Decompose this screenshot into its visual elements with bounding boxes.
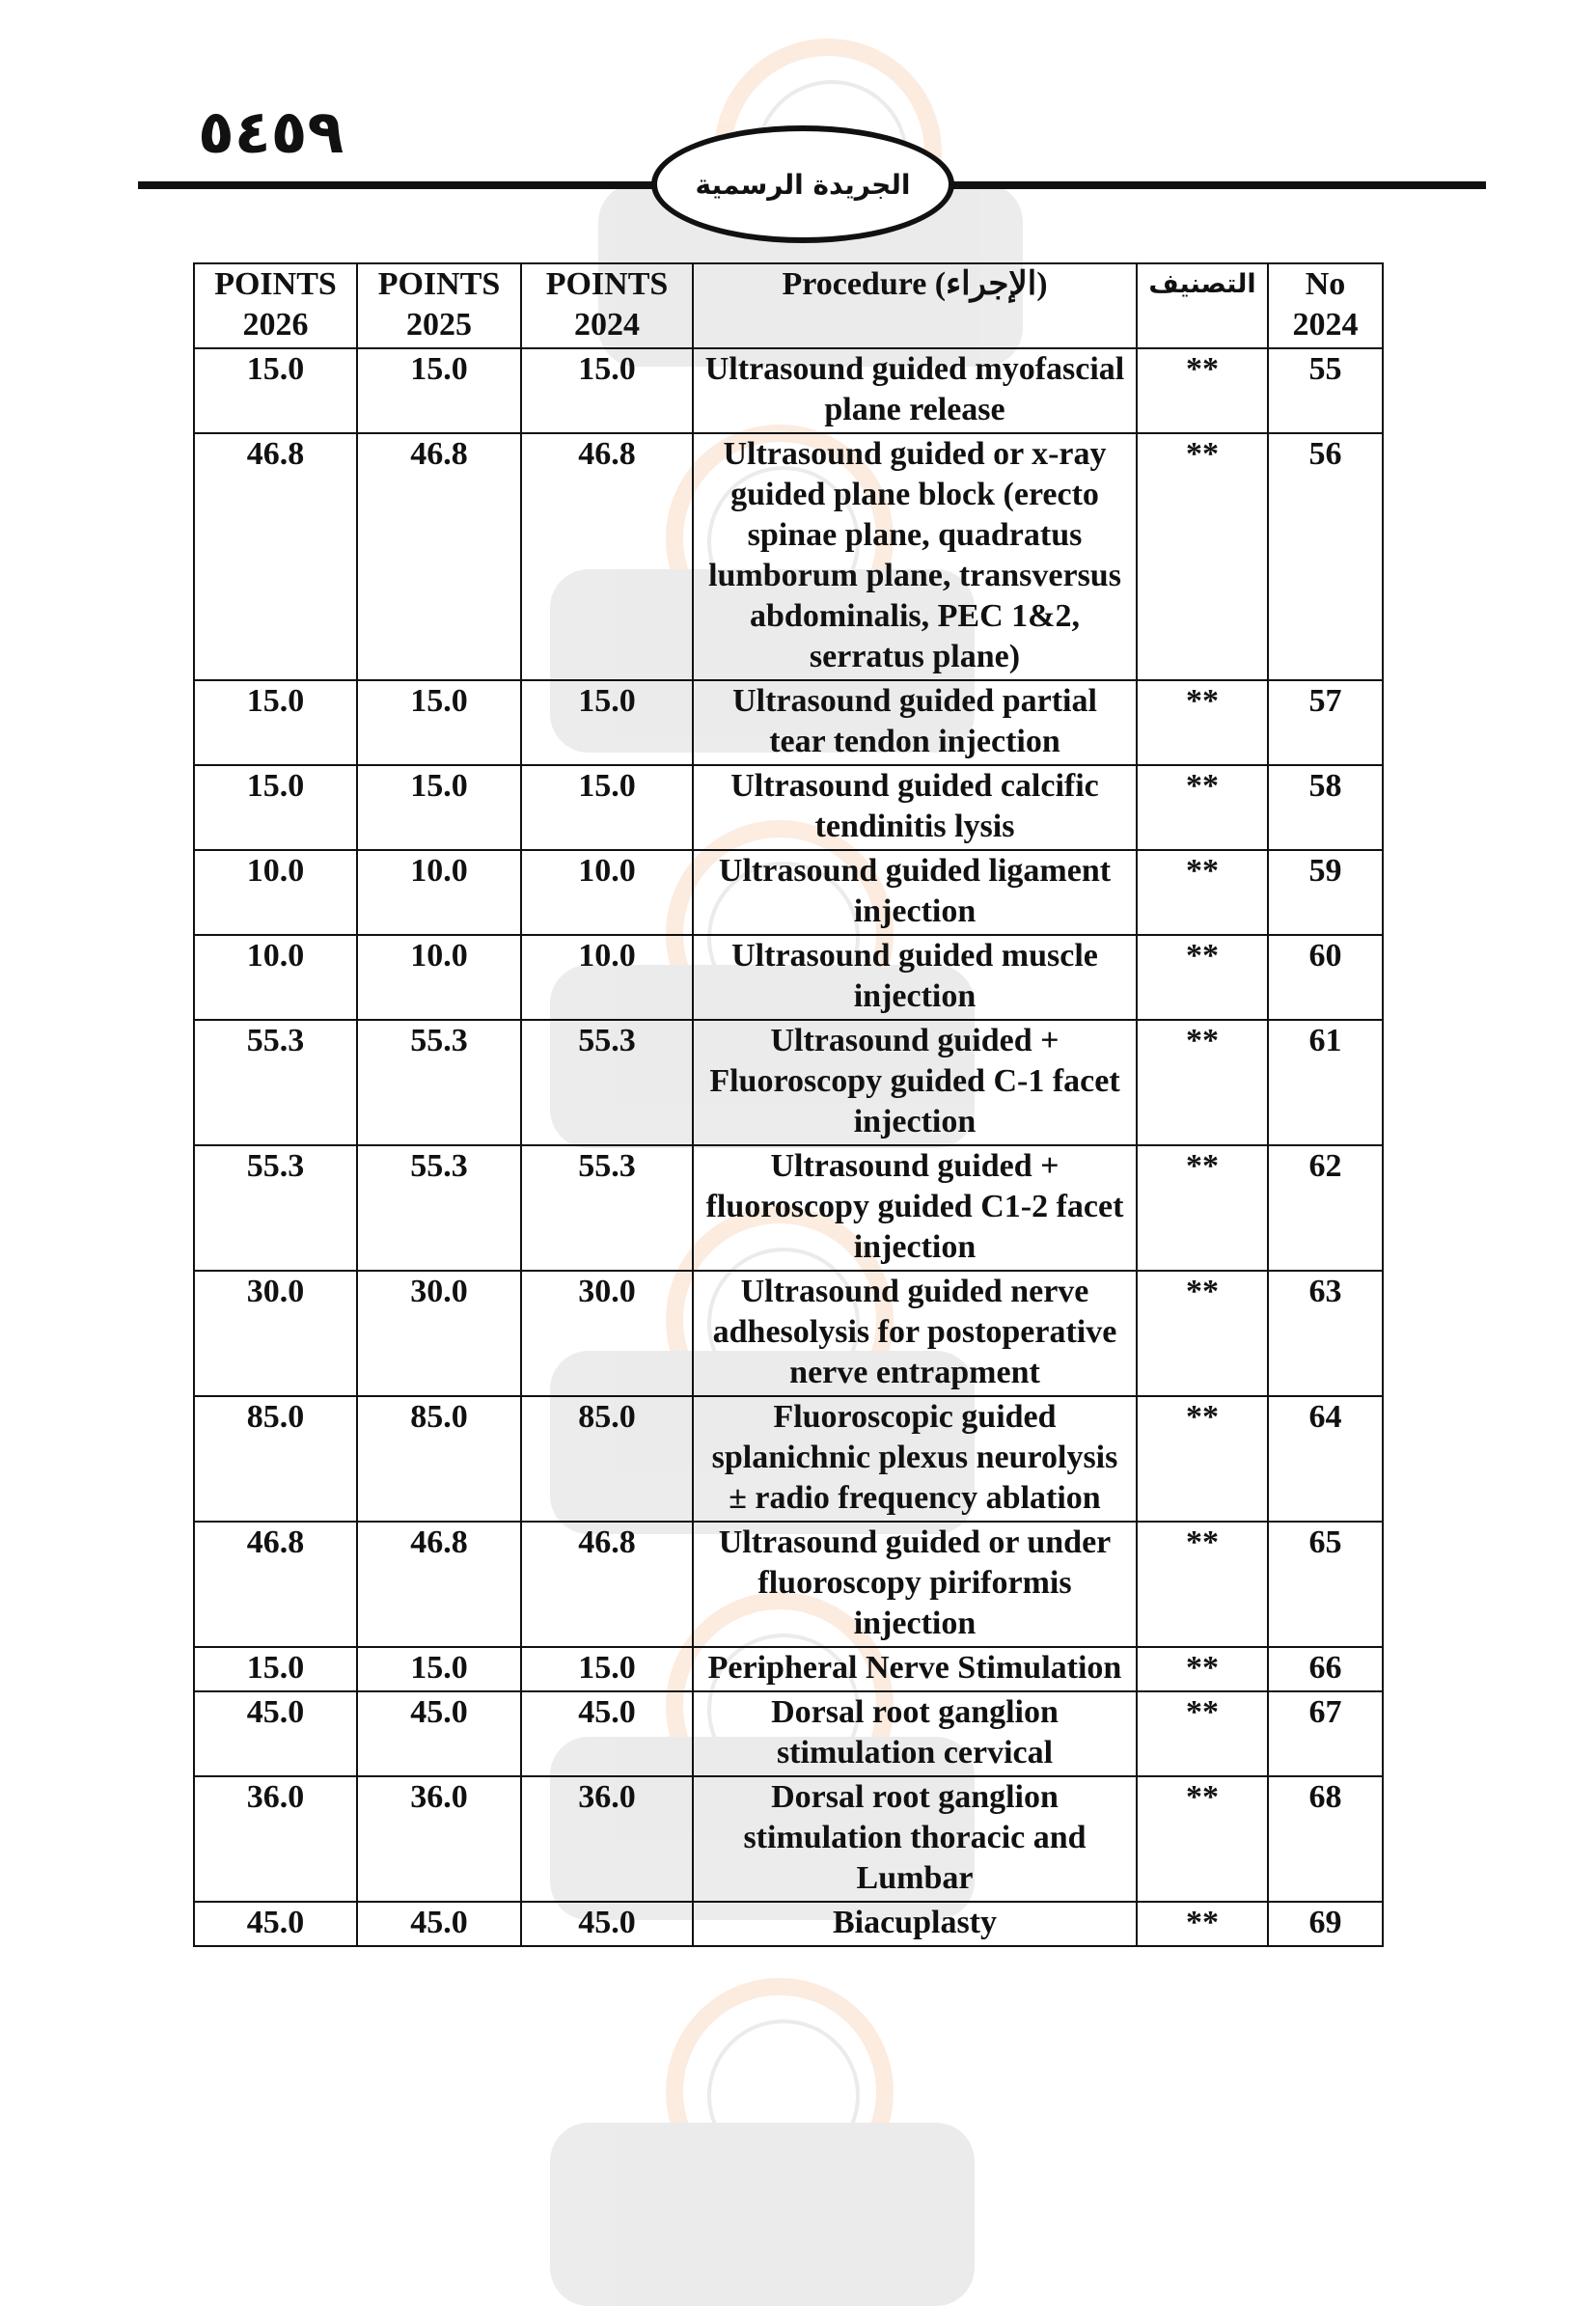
- points-2026-cell: 36.0: [194, 1776, 357, 1902]
- table-row: [194, 1522, 1383, 1647]
- number-cell: 69: [1268, 1902, 1383, 1946]
- points-2025-cell: 30.0: [357, 1271, 521, 1396]
- classification-cell: **: [1137, 1396, 1268, 1522]
- gazette-title: الجريدة الرسمية: [695, 168, 911, 201]
- points-2026-cell: 45.0: [194, 1691, 357, 1776]
- procedures-table: [193, 262, 1384, 1947]
- classification-cell: **: [1137, 850, 1268, 935]
- number-cell: 55: [1268, 348, 1383, 433]
- points-2024-cell: 46.8: [521, 1522, 693, 1647]
- points-2024-cell: 45.0: [521, 1902, 693, 1946]
- points-2024-cell: 15.0: [521, 680, 693, 765]
- gazette-title-oval: [651, 125, 954, 243]
- number-cell: 64: [1268, 1396, 1383, 1522]
- table-row: [194, 935, 1383, 1020]
- number-cell: 58: [1268, 765, 1383, 850]
- procedure-cell: Ultrasound guided nerve adhesolysis for postoperative nerve entrapment: [693, 1271, 1137, 1396]
- table-row: [194, 1691, 1383, 1776]
- points-2025-cell: 46.8: [357, 433, 521, 680]
- points-2026-cell: 15.0: [194, 348, 357, 433]
- table-row: [194, 850, 1383, 935]
- classification-cell: **: [1137, 1691, 1268, 1776]
- points-2025-cell: 45.0: [357, 1902, 521, 1946]
- points-2026-cell: 30.0: [194, 1271, 357, 1396]
- classification-cell: **: [1137, 1647, 1268, 1691]
- table-row: [194, 1776, 1383, 1902]
- points-2025-cell: 85.0: [357, 1396, 521, 1522]
- points-2026-cell: 15.0: [194, 765, 357, 850]
- table-row: [194, 1271, 1383, 1396]
- table-row: [194, 1396, 1383, 1522]
- number-cell: 63: [1268, 1271, 1383, 1396]
- points-2025-cell: 15.0: [357, 680, 521, 765]
- procedure-cell: Ultrasound guided myofascial plane release: [693, 348, 1137, 433]
- number-cell: 67: [1268, 1691, 1383, 1776]
- procedure-cell: Dorsal root ganglion stimulation thoracic and Lumbar: [693, 1776, 1137, 1902]
- points-2025-cell: 10.0: [357, 935, 521, 1020]
- table-row: [194, 765, 1383, 850]
- classification-cell: **: [1137, 1020, 1268, 1145]
- points-2026-cell: 45.0: [194, 1902, 357, 1946]
- classification-cell: **: [1137, 1522, 1268, 1647]
- procedure-cell: Ultrasound guided partial tear tendon injection: [693, 680, 1137, 765]
- procedure-cell: Ultrasound guided ligament injection: [693, 850, 1137, 935]
- points-2025-cell: 36.0: [357, 1776, 521, 1902]
- points-2024-cell: 30.0: [521, 1271, 693, 1396]
- procedure-cell: Fluoroscopic guided splanichnic plexus neurolysis ± radio frequency ablation: [693, 1396, 1137, 1522]
- procedure-cell: Ultrasound guided calcific tendinitis lysis: [693, 765, 1137, 850]
- header-points-2026: POINTS 2026: [194, 263, 357, 348]
- table-row: [194, 1145, 1383, 1271]
- classification-cell: **: [1137, 1902, 1268, 1946]
- number-cell: 60: [1268, 935, 1383, 1020]
- points-2024-cell: 55.3: [521, 1020, 693, 1145]
- points-2025-cell: 55.3: [357, 1145, 521, 1271]
- classification-cell: **: [1137, 348, 1268, 433]
- procedure-cell: Peripheral Nerve Stimulation: [693, 1647, 1137, 1691]
- classification-cell: **: [1137, 1271, 1268, 1396]
- points-2026-cell: 85.0: [194, 1396, 357, 1522]
- points-2025-cell: 45.0: [357, 1691, 521, 1776]
- points-2025-cell: 10.0: [357, 850, 521, 935]
- procedure-cell: Ultrasound guided muscle injection: [693, 935, 1137, 1020]
- table-row: [194, 1647, 1383, 1691]
- points-2026-cell: 55.3: [194, 1020, 357, 1145]
- points-2024-cell: 10.0: [521, 935, 693, 1020]
- points-2026-cell: 46.8: [194, 1522, 357, 1647]
- table-header-row: [194, 263, 1383, 348]
- header-points-2025: POINTS 2025: [357, 263, 521, 348]
- number-cell: 56: [1268, 433, 1383, 680]
- points-2024-cell: 10.0: [521, 850, 693, 935]
- points-2025-cell: 46.8: [357, 1522, 521, 1647]
- procedure-cell: Ultrasound guided or under fluoroscopy piriformis injection: [693, 1522, 1137, 1647]
- page-number: ٥٤٥٩: [198, 96, 344, 167]
- procedure-cell: Dorsal root ganglion stimulation cervical: [693, 1691, 1137, 1776]
- table-row: [194, 1902, 1383, 1946]
- points-2024-cell: 46.8: [521, 433, 693, 680]
- points-2025-cell: 15.0: [357, 348, 521, 433]
- classification-cell: **: [1137, 1145, 1268, 1271]
- points-2026-cell: 46.8: [194, 433, 357, 680]
- points-2026-cell: 55.3: [194, 1145, 357, 1271]
- number-cell: 68: [1268, 1776, 1383, 1902]
- procedure-cell: Ultrasound guided + Fluoroscopy guided C-1 facet injection: [693, 1020, 1137, 1145]
- classification-cell: **: [1137, 765, 1268, 850]
- classification-cell: **: [1137, 680, 1268, 765]
- procedure-cell: Biacuplasty: [693, 1902, 1137, 1946]
- points-2024-cell: 55.3: [521, 1145, 693, 1271]
- header-points-2024: POINTS 2024: [521, 263, 693, 348]
- points-2024-cell: 85.0: [521, 1396, 693, 1522]
- points-2024-cell: 45.0: [521, 1691, 693, 1776]
- points-2026-cell: 10.0: [194, 850, 357, 935]
- number-cell: 66: [1268, 1647, 1383, 1691]
- procedure-cell: Ultrasound guided + fluoroscopy guided C1-2 facet injection: [693, 1145, 1137, 1271]
- points-2025-cell: 55.3: [357, 1020, 521, 1145]
- header-no-2024: No 2024: [1268, 263, 1383, 348]
- points-2026-cell: 15.0: [194, 680, 357, 765]
- points-2026-cell: 15.0: [194, 1647, 357, 1691]
- number-cell: 59: [1268, 850, 1383, 935]
- number-cell: 62: [1268, 1145, 1383, 1271]
- table-row: [194, 433, 1383, 680]
- header-classification: التصنيف: [1137, 263, 1268, 348]
- points-2024-cell: 15.0: [521, 1647, 693, 1691]
- classification-cell: **: [1137, 433, 1268, 680]
- classification-cell: **: [1137, 1776, 1268, 1902]
- table-row: [194, 680, 1383, 765]
- classification-cell: **: [1137, 935, 1268, 1020]
- points-2024-cell: 36.0: [521, 1776, 693, 1902]
- points-2024-cell: 15.0: [521, 765, 693, 850]
- points-2024-cell: 15.0: [521, 348, 693, 433]
- table-row: [194, 348, 1383, 433]
- number-cell: 65: [1268, 1522, 1383, 1647]
- table-row: [194, 1020, 1383, 1145]
- points-2025-cell: 15.0: [357, 765, 521, 850]
- points-2025-cell: 15.0: [357, 1647, 521, 1691]
- number-cell: 57: [1268, 680, 1383, 765]
- number-cell: 61: [1268, 1020, 1383, 1145]
- procedure-cell: Ultrasound guided or x-ray guided plane block (erecto spinae plane, quadratus lumborum plane, transversus abdominalis, PEC 1&2, serratus plane): [693, 433, 1137, 680]
- header-procedure: Procedure (الإجراء): [693, 263, 1137, 348]
- points-2026-cell: 10.0: [194, 935, 357, 1020]
